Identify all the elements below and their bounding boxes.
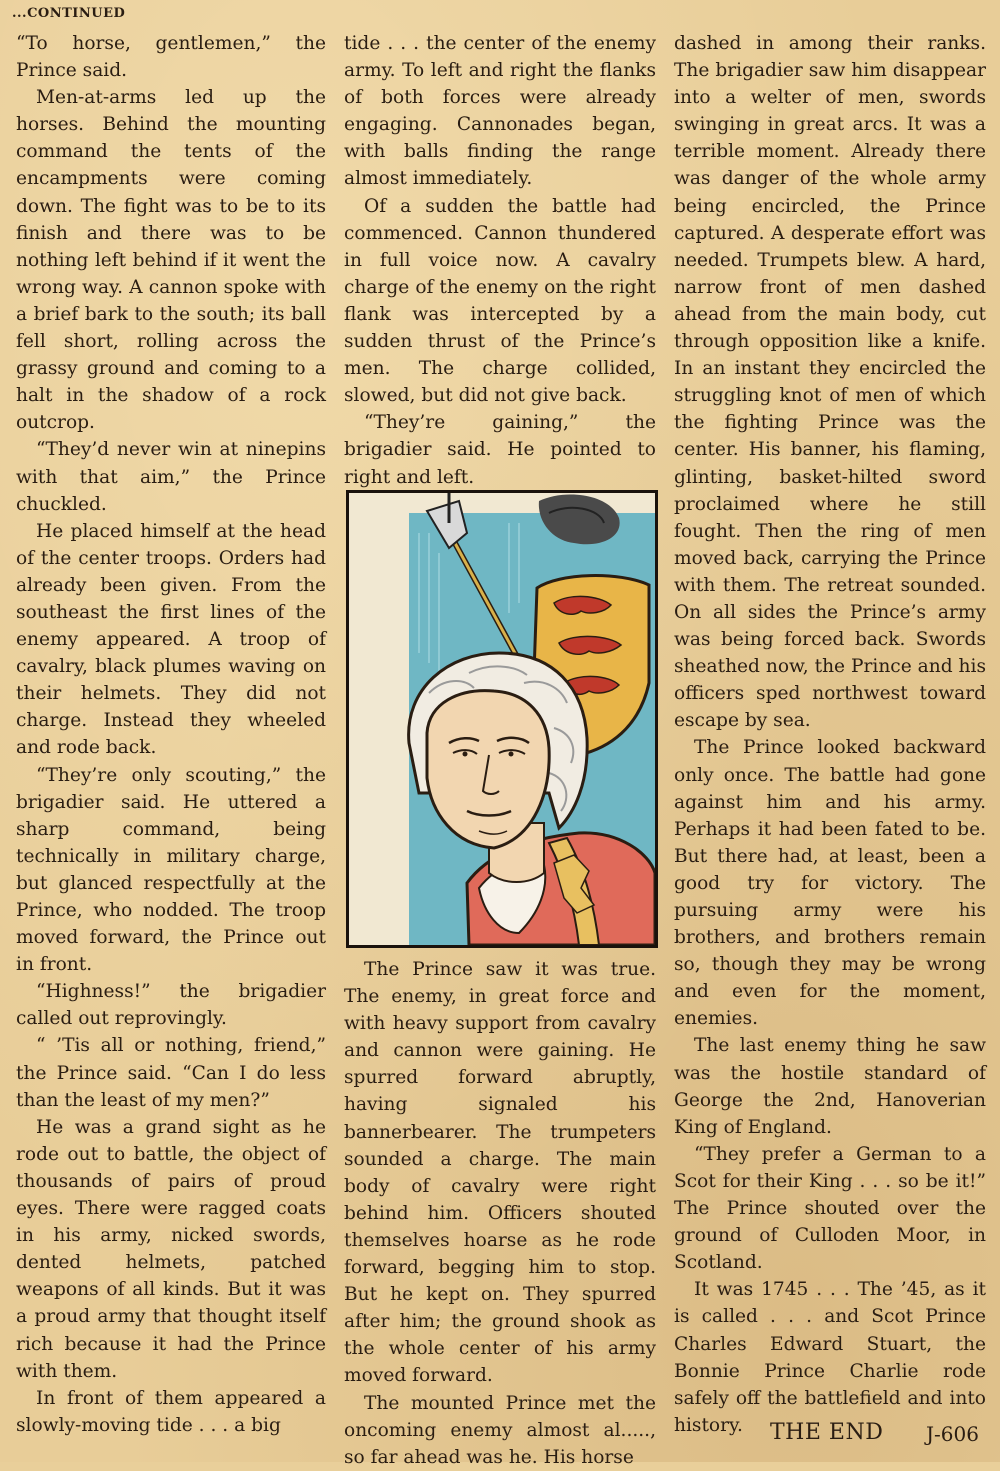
paragraph: The Prince saw it was true. The enemy, in great force and with heavy support from cavalry and cannon were gaining. He spurred forward abruptly, having signaled his bannerbearer. The trumpeters sounded a charge. The main body of cavalry were right behind him. Officers shouted themselves hoarse as he rode forward, begging him to stop. But he kept on. They spurred after him; the ground shook as the whole center of his army moved forward. <box>344 959 656 1387</box>
paragraph: “They’d never win at ninepins with that aim,” the Prince chuckled. <box>16 439 326 515</box>
story-code: J-606 <box>926 1422 979 1446</box>
paragraph: “They’re gaining,” the brigadier said. He pointed to right and left. <box>344 412 656 488</box>
paragraph: “ ’Tis all or nothing, friend,” the Prince said. “Can I do less than the least of my men?” <box>16 1035 326 1111</box>
paragraph: “They’re only scouting,” the brigadier said. He uttered a sharp command, being technically in military charge, but glanced respectfully at the Prince, who nodded. The troop moved forward, the Prince out in front. <box>16 764 326 976</box>
paragraph: “They prefer a German to a Scot for their King . . . so be it!” The Prince shouted over the ground of Culloden Moor, in Scotland. <box>674 1143 986 1274</box>
prince-illustration <box>349 493 655 945</box>
paragraph: dashed in among their ranks. The brigadier saw him disappear into a welter of men, swords swinging in great arcs. It was a terrible moment. Already there was danger of the whole army being encircled, the Prince captured. A desperate effort was needed. Trumpets blew. A hard, narrow front of men dashed ahead from the main body, cut through opposition like a knife. In an instant they encircled the struggling knot of men of which the fighting Prince was the center. His banner, his flaming, glinting, basket-hilted sword proclaimed where he still fought. Then the ring of men moved back, carrying the Prince with them. The retreat sounded. On all sides the Prince’s army was being forced back. Swords sheathed now, the Prince and his officers sped northwest toward escape by sea. <box>674 33 986 732</box>
paragraph: “To horse, gentlemen,” the Prince said. <box>16 33 326 82</box>
the-end-label: THE END <box>770 1420 884 1445</box>
paragraph: In front of them appeared a slowly-moving tide . . . a big <box>16 1387 326 1436</box>
text-column-1 <box>16 30 326 1439</box>
paragraph: Of a sudden the battle had commenced. Cannon thundered in full voice now. A cavalry charge of the enemy on the right flank was intercepted by a sudden thrust of the Prince’s men. The charge collided, slowed, but did not give back. <box>344 195 656 407</box>
text-column-2-upper <box>344 30 656 491</box>
paragraph: Men-at-arms led up the horses. Behind the mounting command the tents of the encampments were coming down. The fight was to be to its finish and there was to be nothing left behind if it went the wrong way. A cannon spoke with a brief bark to the south; its ball fell short, rolling across the grassy ground and coming to a halt in the shadow of a rock outcrop. <box>16 87 326 434</box>
continued-label: ...CONTINUED <box>12 6 126 21</box>
text-column-2-lower <box>344 956 656 1471</box>
text-column-3 <box>674 30 986 1439</box>
paragraph: The last enemy thing he saw was the hostile standard of George the 2nd, Hanoverian King of England. <box>674 1035 986 1138</box>
paragraph: He placed himself at the head of the center troops. Orders had already been given. From the southeast the first lines of the enemy appeared. A troop of cavalry, black plumes waving on their helmets. They did not charge. Instead they wheeled and rode back. <box>16 520 326 759</box>
paragraph: The mounted Prince met the oncoming enemy almost al....., so far ahead was he. His horse <box>344 1392 656 1468</box>
paragraph: He was a grand sight as he rode out to battle, the object of thousands of pairs of proud eyes. There were ragged coats in his army, nicked swords, dented helmets, patched weapons of all kinds. But it was a proud army that thought itself rich because it had the Prince with them. <box>16 1116 326 1382</box>
paragraph: tide . . . the center of the enemy army. To left and right the flanks of both forces were already engaging. Cannonades began, with balls finding the range almost immediately. <box>344 33 656 190</box>
paragraph: It was 1745 . . . The ’45, as it is called . . . and Scot Prince Charles Edward Stuart, the Bonnie Prince Charlie rode safely off the battlefield and into history. <box>674 1279 986 1436</box>
paragraph: “Highness!” the brigadier called out reprovingly. <box>16 981 326 1030</box>
illustration-panel <box>346 490 658 948</box>
paragraph: The Prince looked backward only once. The battle had gone against him and his army. Perhaps it had been fated to be. But there had, at least, been a good try for victory. The pursuing army were his brothers, and brothers remain so, though they may be wrong and even for the moment, enemies. <box>674 737 986 1030</box>
